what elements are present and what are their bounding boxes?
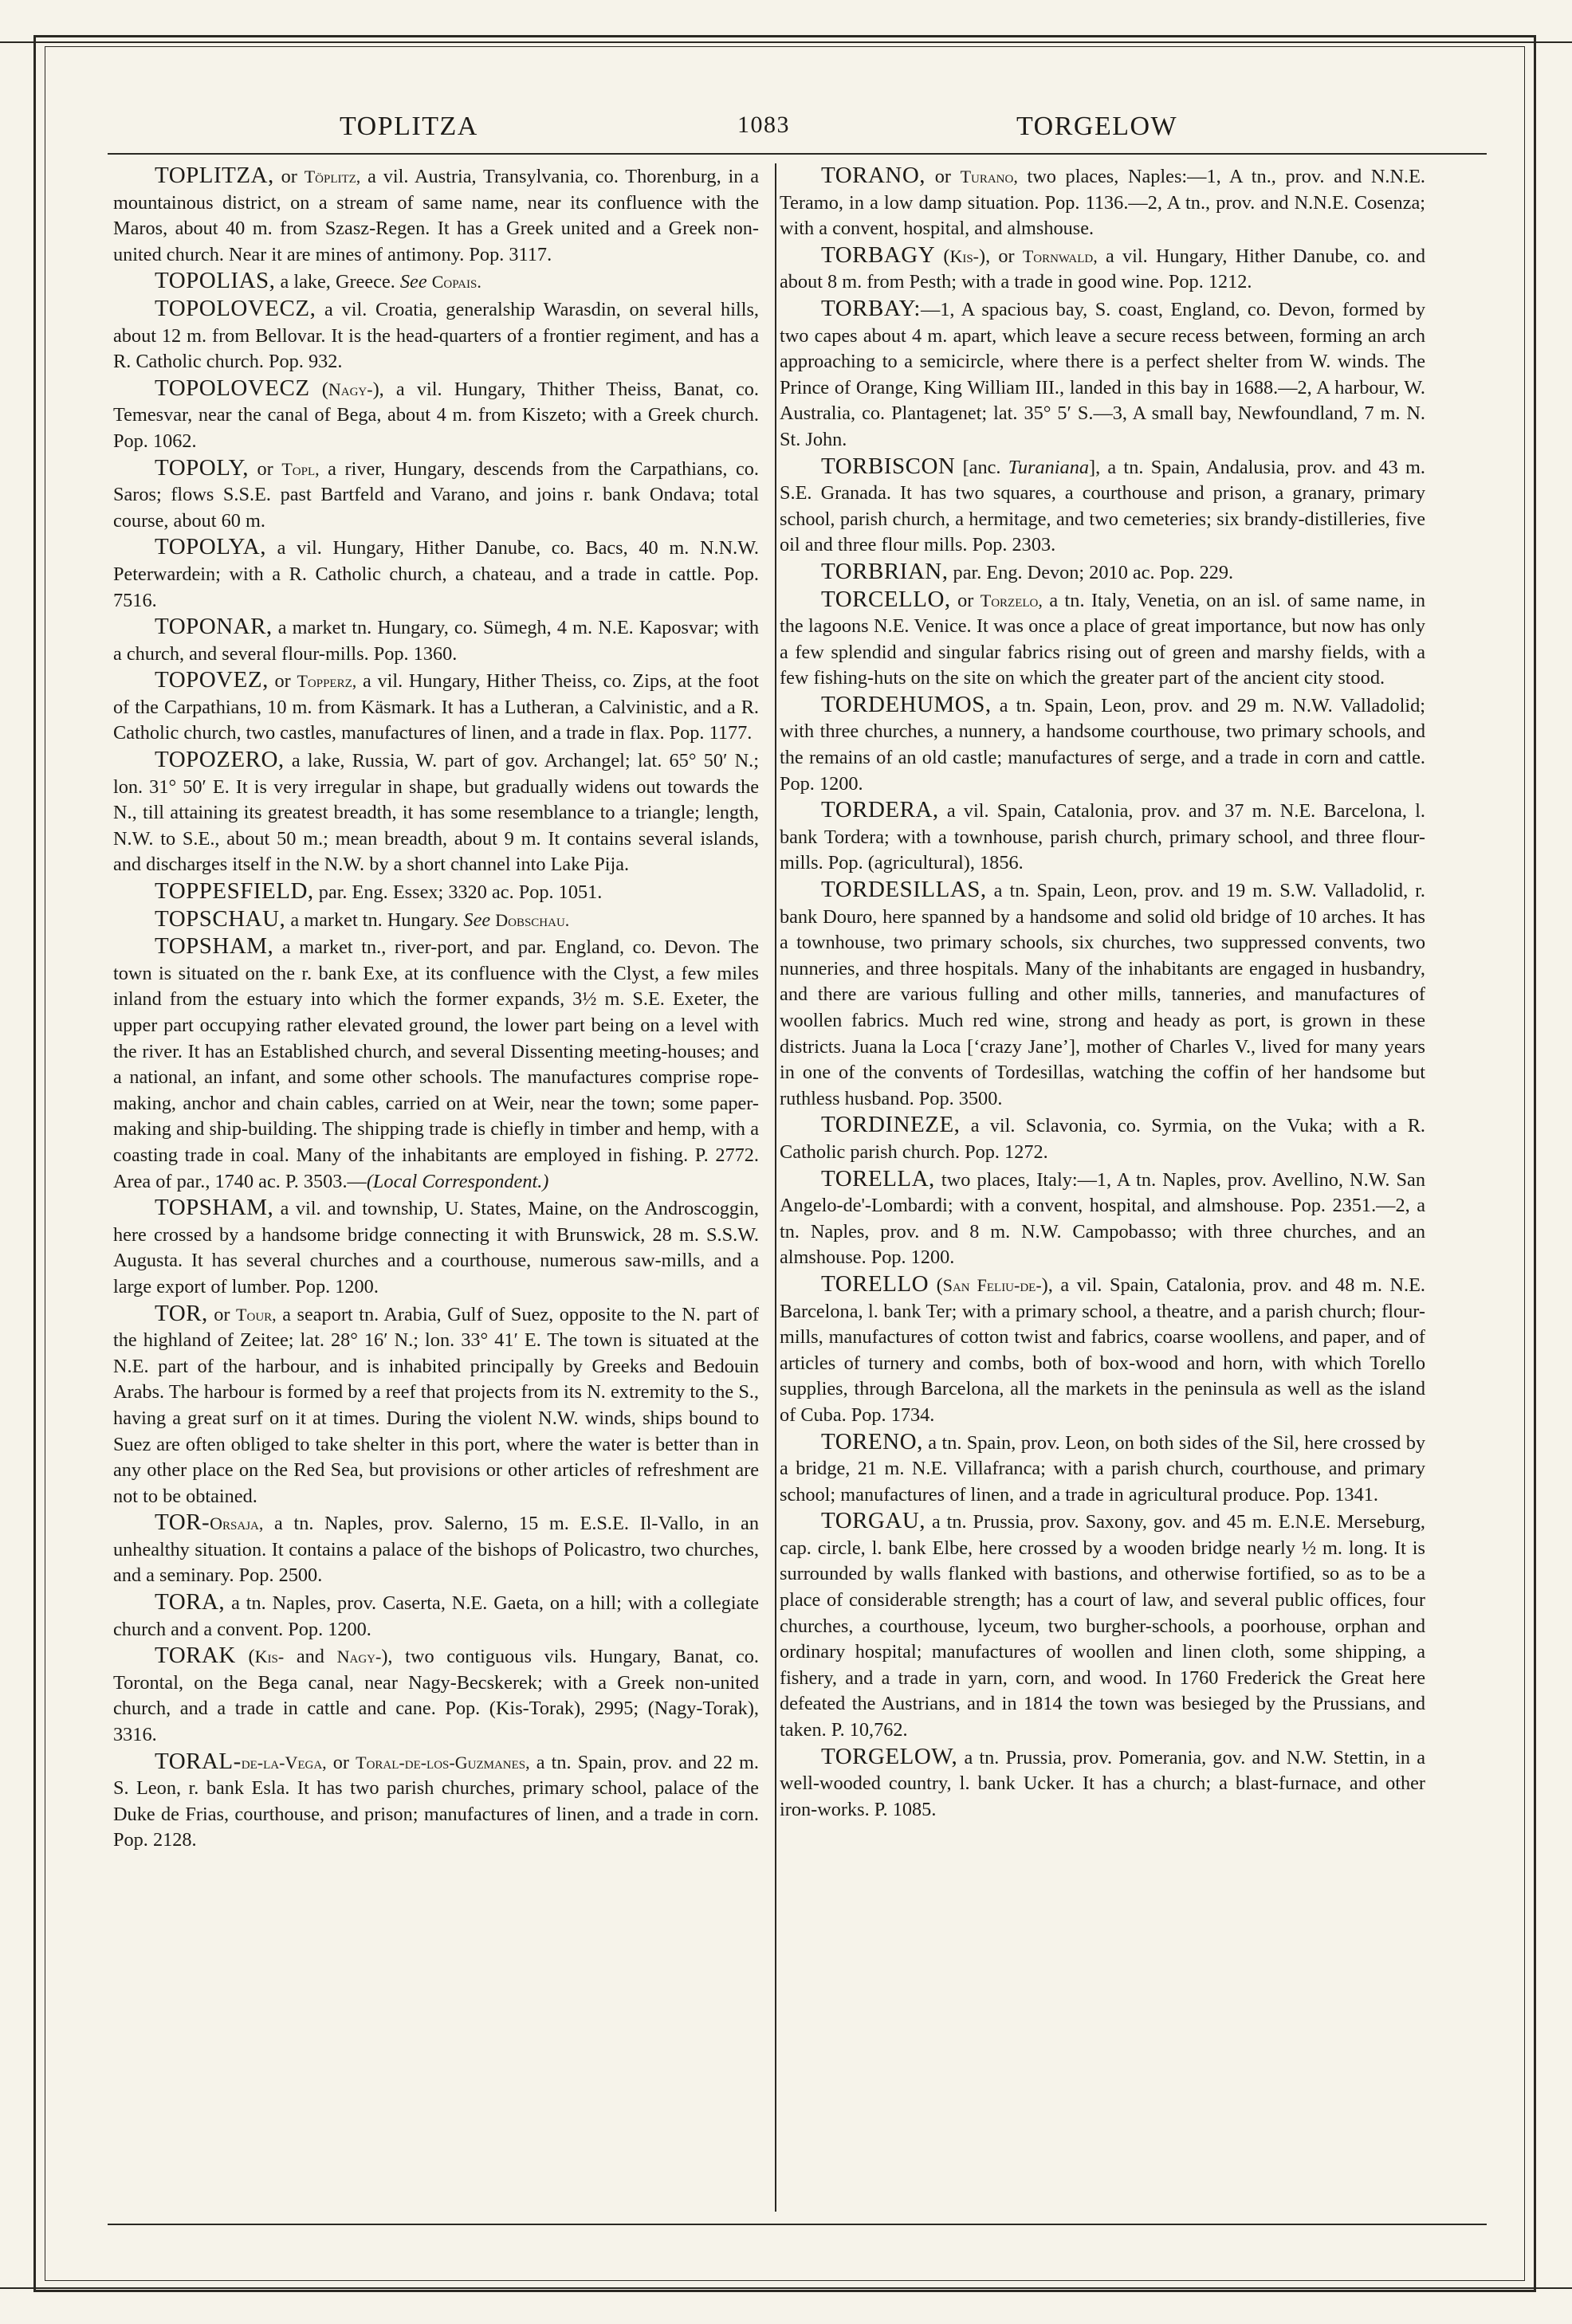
entry-headword: TORDEHUMOS, [821,691,992,717]
entry-connector: ), or [979,245,1023,267]
gazetteer-entry [780,1508,1425,1743]
entry-headword: TOPOLOVECZ, [155,295,316,321]
entry-connector: or [207,1303,237,1325]
entry-citation: (Local Correspondent.) [366,1170,549,1192]
gazetteer-entry [113,375,759,455]
running-header [0,112,1572,159]
right-column [780,163,1425,1823]
entry-headword: TORBAGY [821,241,936,268]
entry-headword: TOPOLIAS, [155,268,276,294]
entry-text: a vil. and township, U. States, Maine, on the Androscoggin, here crossed by a handsome bridge connecting it with Brunswick, 28 m. S.S.W. Augusta. It has several churches and a courthouse, numerous saw-mills, and a large export of lumber. Pop. 1200. [113,1198,759,1297]
gazetteer-entry [780,1271,1425,1429]
entry-headword: TOR- [155,1509,210,1536]
entry-text: a tn. Italy, Venetia, on an isl. of same name, in the lagoons N.E. Venice. It was once a place of great importance, but now has only a few splendid and singular fabrics rising out of green and marshy fields, with a few fishing-huts on the site on which the greater part of the ancient city stood. [780,589,1425,689]
gazetteer-entry [113,1643,759,1748]
entry-headword: TOPOLY, [155,454,249,481]
entry-connector: ( [235,1646,255,1668]
entry-headword: TOPOLOVECZ [155,375,310,401]
entry-variant-name: de-la-Vega, [241,1752,327,1772]
entry-headword: TOPOVEZ, [155,667,269,693]
gazetteer-entry [113,933,759,1195]
entry-text: a tn. Spain, Leon, prov. and 29 m. N.W. Valladolid; with three churches, a nunnery, a handsome courthouse, two primary schools, and the remains of an old castle; manufactures of serge, and a trade in corn and cattle. Pop. 1200. [780,694,1425,795]
gazetteer-entry [780,692,1425,797]
gazetteer-entry [780,1429,1425,1509]
header-left-catchword: TOPLITZA [340,112,478,141]
entry-headword: TORBAY: [821,295,921,321]
left-column [113,163,759,1854]
gazetteer-entry [113,268,759,296]
entry-variant-name: Topperz, [297,671,357,692]
entry-text: par. Eng. Essex; 3320 ac. Pop. 1051. [313,881,603,904]
entry-text: a vil. Sclavonia, co. Syrmia, on the Vuka; with a R. Catholic parish church. Pop. 1272. [780,1115,1425,1163]
gazetteer-entry [113,1301,759,1510]
gazetteer-entry [780,1112,1425,1165]
entry-variant-name: Tour, [236,1304,277,1325]
entry-connector: and [284,1646,337,1668]
entry-text: —1, A spacious bay, S. coast, England, co. Devon, formed by two capes about 4 m. apart, which leave a secure recess between, forming an arch approaching to a semicircle, where there is a perfect shelter from W. winds. The Prince of Orange, King William III., landed in this bay in 1688.—2, A harbour, W. Australia, co. Plantagenet; lat. 35° 5′ S.—3, A small bay, Newfoundland, 7 m. N. St. John. [780,298,1425,450]
entry-headword: TORBISCON [821,453,956,479]
entry-headword: TOPOZERO, [155,747,285,773]
entry-see-label: See [399,271,427,293]
entry-connector: [anc. [955,456,1008,478]
entry-text: two places, Naples:—1, A tn., prov. and N.N.E. Teramo, in a low damp situation. Pop. 1136.—2, A tn., prov. and N.N.E. Cosenza; with a convent, hospital, and almshouse. [780,166,1425,240]
entry-variant-name: Orsaja, [210,1513,264,1534]
entry-headword: TORCELLO, [821,586,951,612]
gazetteer-entry [113,163,759,268]
entry-text: ), a vil. Hungary, Thither Theiss, Banat, co. Temesvar, near the canal of Bega, about 4 m. from Kiszeto; with a Greek church. Pop. 1062. [113,378,759,452]
entry-headword: TORELLO [821,1270,929,1297]
gazetteer-entry [113,296,759,375]
entry-headword: TOPONAR, [155,614,273,640]
entry-headword: TORANO, [821,163,926,188]
entry-text: a lake, Russia, W. part of gov. Archangel; lat. 65° 50′ N.; lon. 31° 50′ E. It is very irregular in shape, but gradually widens out towards the N., till attaining its greatest breadth, it has some resemblance to a triangle; length, N.W. to S.E., about 50 m.; mean breadth, about 9 m. It contains several islands, and discharges itself in the N.W. by a short channel into Lake Pija. [113,750,759,876]
entry-text: a vil. Spain, Catalonia, prov. and 37 m. N.E. Barcelona, l. bank Tordera; with a townhouse, parish church, primary school, and three flour-mills. Pop. (agricultural), 1856. [780,800,1425,874]
entry-connector: or [248,457,282,480]
entry-text: a vil. Hungary, Hither Danube, co. Bacs, 40 m. N.N.W. Peterwardein; with a R. Catholic church, a chateau, and a trade in cattle. Pop. 7516. [113,537,759,611]
column-divider [775,163,776,2212]
gazetteer-entry [780,1166,1425,1271]
entry-connector: or [273,166,305,187]
entry-text: a tn. Spain, Leon, prov. and 19 m. S.W. Valladolid, r. bank Douro, here spanned by a handsome and solid old bridge of 10 arches. It has a townhouse, two primary schools, six churches, two suppressed convents, two nunneries, and three hospitals. Many of the inhabitants are engaged in husbandry, and there are various fulling and other mills, tanneries, and manufactures of woollen fabrics. Much red wine, strong and heady as port, is grown in these districts. Juana la Loca [‘crazy Jane’], mother of Charles V., lived for many years in one of the convents of Tordesillas, watching the coffin of her handsome but ruthless husband. Pop. 3500. [780,880,1425,1109]
entry-headword: TORDINEZE, [821,1112,961,1138]
entry-cross-reference: Dobschau. [495,909,570,930]
entry-text: ), a vil. Spain, Catalonia, prov. and 48 m. N.E. Barcelona, l. bank Ter; with a primary school, a theatre, and a parish church; flour-mills, manufactures of cotton twist and fabrics, coarse woollens, and paper, and of articles of turnery and combs, both of box-wood and horn, with which Torello supplies, through Barcelona, all the markets in the peninsula as well as the island of Cuba. Pop. 1734. [780,1274,1425,1426]
entry-text: a tn. Naples, prov. Salerno, 15 m. E.S.E. Il-Vallo, in an unhealthy situation. It contains a palace of the bishops of Policastro, two churches, and a seminary. Pop. 2500. [113,1513,759,1587]
entry-connector: or [950,589,981,611]
gazetteer-entry [780,797,1425,877]
entry-connector: or [268,670,297,693]
entry-text: a vil. Hungary, Hither Theiss, co. Zips, at the foot of the Carpathians, 10 m. from Käsmark. It has a Lutheran, a Calvinistic, and a R. Catholic church, two castles, manufactures of linen, and a trade in flax. Pop. 1177. [113,670,759,744]
entry-headword: TORDERA, [821,797,939,823]
gazetteer-entry [113,747,759,878]
entry-connector: ( [929,1274,943,1296]
entry-text: a vil. Hungary, Hither Danube, co. and about 8 m. from Pesth; with a trade in good wine. Pop. 1212. [780,245,1425,293]
entry-text: a lake, Greece. [275,271,400,293]
entry-variant-name: San Feliu-de- [942,1274,1042,1295]
entry-variant-name: Nagy- [336,1647,382,1667]
entry-variant-name: Töplitz, [304,167,361,186]
entry-cross-reference: Copais. [431,272,481,292]
entry-text: a vil. Croatia, generalship Warasdin, on several hills, about 12 m. from Bellovar. It is the head-quarters of a frontier regiment, and has a R. Catholic church. Pop. 932. [113,298,759,373]
gazetteer-entry [113,534,759,614]
gazetteer-entry [780,242,1425,296]
gazetteer-entry [113,455,759,535]
entry-text: a tn. Naples, prov. Caserta, N.E. Gaeta, on a hill; with a collegiate church and a convent. Pop. 1200. [113,1592,759,1640]
entry-headword: TOPSHAM, [155,1195,274,1221]
entry-headword: TOPSHAM, [155,933,274,960]
entry-text: a tn. Prussia, prov. Saxony, gov. and 45 m. E.N.E. Merseburg, cap. circle, l. bank Elbe, here crossed by a wooden bridge nearly ½ m. long. It is surrounded by walls flanked with bastions, and otherwise fortified, so as to be a place of considerable strength; has a court of law, and several public offices, four churches, a courthouse, lyceum, two burgher-schools, a poorhouse, orphan and ordinary hospital; manufactures of woollen and linen cloth, some shipping, a fishery, and a trade in yarn, corn, and wood. In 1760 Frederick the Great here defeated the Austrians, and in 1814 the town was besieged by the Prussians, and taken. P. 10,762. [780,1511,1425,1741]
entry-connector: ( [309,378,328,400]
entry-variant-name: Topl, [281,458,320,479]
gazetteer-entry [113,1509,759,1589]
gazetteer-entry [780,1744,1425,1823]
entry-headword: TORGAU, [821,1508,926,1534]
bottom-edge-rule [0,2287,1572,2289]
header-right-catchword: TORGELOW [1016,112,1178,141]
gazetteer-entry [113,1749,759,1854]
gazetteer-entry [113,906,759,934]
gazetteer-entry [780,587,1425,692]
entry-text: par. Eng. Devon; 2010 ac. Pop. 229. [948,561,1234,583]
entry-text: ], a tn. Spain, Andalusia, prov. and 43 m. S.E. Granada. It has two squares, a courthouse and prison, a granary, primary school, parish church, a hermitage, and two cemeteries; six brandy-distilleries, five oil and three flour mills. Pop. 2303. [780,456,1425,556]
entry-headword: TORAK [155,1643,236,1669]
entry-variant-name: Toral-de-los-Guzmanes, [356,1752,530,1772]
entry-variant-name: Torzelo, [980,590,1043,610]
entry-variant-name: Kis- [949,245,980,266]
entry-variant-name: Kis- [254,1647,285,1667]
entry-headword: TORGELOW, [821,1743,958,1769]
gazetteer-entry [113,1195,759,1300]
gazetteer-entry [780,877,1425,1112]
entry-text: a vil. Austria, Transylvania, co. Thorenburg, in a mountainous district, on a stream of same name, near its confluence with the Maros, about 40 m. from Szasz-Regen. It has a Greek united and a Greek non-united church. Near it are mines of antimony. Pop. 3117. [113,166,760,265]
bottom-rule [108,2224,1487,2225]
header-rule [108,153,1487,155]
entry-headword: TORBRIAN, [821,558,949,584]
entry-text: a market tn., river-port, and par. England, co. Devon. The town is situated on the r. bank Exe, at its confluence with the Clyst, a few miles inland from the estuary into which the former expands, 3½ m. S.E. Exeter, the upper part occupying rather elevated ground, the lower part being on a level with the river. It has an Established church, and several Dissenting meeting-houses; and a national, an infant, and some other schools. The manufactures comprise rope-making, anchor and chain cables, carried on at Weir, near the town; some paper-making and ship-building. The shipping trade is chiefly in timber and hemp, with a coasting trade in coal. Many of the inhabitants are employed in fishing. P. 2772. Area of par., 1740 ac. P. 3503.— [113,936,759,1192]
page-number: 1083 [737,112,790,138]
gazetteer-entry [113,667,759,747]
gazetteer-entry [780,163,1425,242]
entry-headword: TOPPESFIELD, [155,878,314,905]
entry-headword: TORDESILLAS, [821,877,987,903]
entry-text: a market tn. Hungary, co. Sümegh, 4 m. N.E. Kaposvar; with a church, and several flour-mills. Pop. 1360. [113,617,759,665]
entry-connector: ( [935,245,950,267]
entry-text: a tn. Spain, prov. and 22 m. S. Leon, r. bank Esla. It has two parish churches, primary school, palace of the Duke de Frias, courthouse, and prison; manufactures of linen, and a trade in corn. Pop. 2128. [113,1751,759,1851]
entry-connector: or [326,1751,356,1773]
entry-variant-name: Nagy- [328,379,373,399]
entry-variant-name: Tornwald, [1022,245,1098,266]
entry-headword: TOPSCHAU, [155,905,286,932]
entry-text: a seaport tn. Arabia, Gulf of Suez, opposite to the N. part of the highland of Zeitee; lat. 28° 16′ N.; lon. 33° 41′ E. The town is situated at the N.E. part of the harbour, and is inhabited principally by Greeks and Bedouin Arabs. The harbour is formed by a reef that projects from its N. extremity to the S., having a great surf on it at times. During the violent N.W. winds, ships bound to Suez are often obliged to take shelter in this port, where the water is better than in any other place on the Red Sea, but provisions or other articles of refreshment are not to be obtained. [113,1303,759,1507]
gazetteer-entry [780,453,1425,559]
entry-text: a market tn. Hungary. [285,909,464,931]
entry-see-label: See [463,909,491,931]
entry-headword: TOR, [155,1300,208,1326]
gazetteer-entry [113,878,759,906]
entry-headword: TOPLITZA, [155,163,274,188]
gazetteer-entry [113,1589,759,1643]
entry-text: a river, Hungary, descends from the Carpathians, co. Saros; flows S.S.E. past Bartfeld and Varano, and joins r. bank Ondava; total course, about 60 m. [113,457,760,532]
entry-headword: TORELLA, [821,1165,935,1191]
gazetteer-entry [113,614,759,667]
entry-headword: TORENO, [821,1428,923,1454]
entry-variant-name: Turano, [960,167,1018,186]
gazetteer-entry [780,559,1425,587]
entry-text: a tn. Spain, prov. Leon, on both sides of the Sil, here crossed by a bridge, 21 m. N.E. Villafranca; with a parish church, courthouse, and primary school; manufactures of linen, and a trade in agricultural produce. Pop. 1341. [780,1431,1425,1505]
entry-headword: TORAL- [155,1748,242,1774]
entry-headword: TORA, [155,1589,226,1615]
entry-headword: TOPOLYA, [155,534,266,560]
entry-variant-name: Turaniana [1008,456,1090,478]
entry-text: two places, Italy:—1, A tn. Naples, prov. Avellino, N.W. San Angelo-de'-Lombardi; with a convent, hospital, and almshouse. Pop. 2351.—2, a tn. Naples, prov. and 8 m. N.W. Campobasso; with three churches, and an almshouse. Pop. 1200. [780,1168,1425,1269]
entry-text: a tn. Prussia, prov. Pomerania, gov. and N.W. Stettin, in a well-wooded country, l. bank Ucker. It has a church; a blast-furnace, and other iron-works. P. 1085. [780,1746,1425,1820]
entry-text: ), two contiguous vils. Hungary, Banat, co. Torontal, on the Bega canal, near Nagy-Becskerek; with a Greek non-united church, and a trade in cattle and cane. Pop. (Kis-Torak), 2995; (Nagy-Torak), 3316. [113,1646,760,1746]
entry-connector: or [926,166,961,187]
gazetteer-entry [780,296,1425,453]
